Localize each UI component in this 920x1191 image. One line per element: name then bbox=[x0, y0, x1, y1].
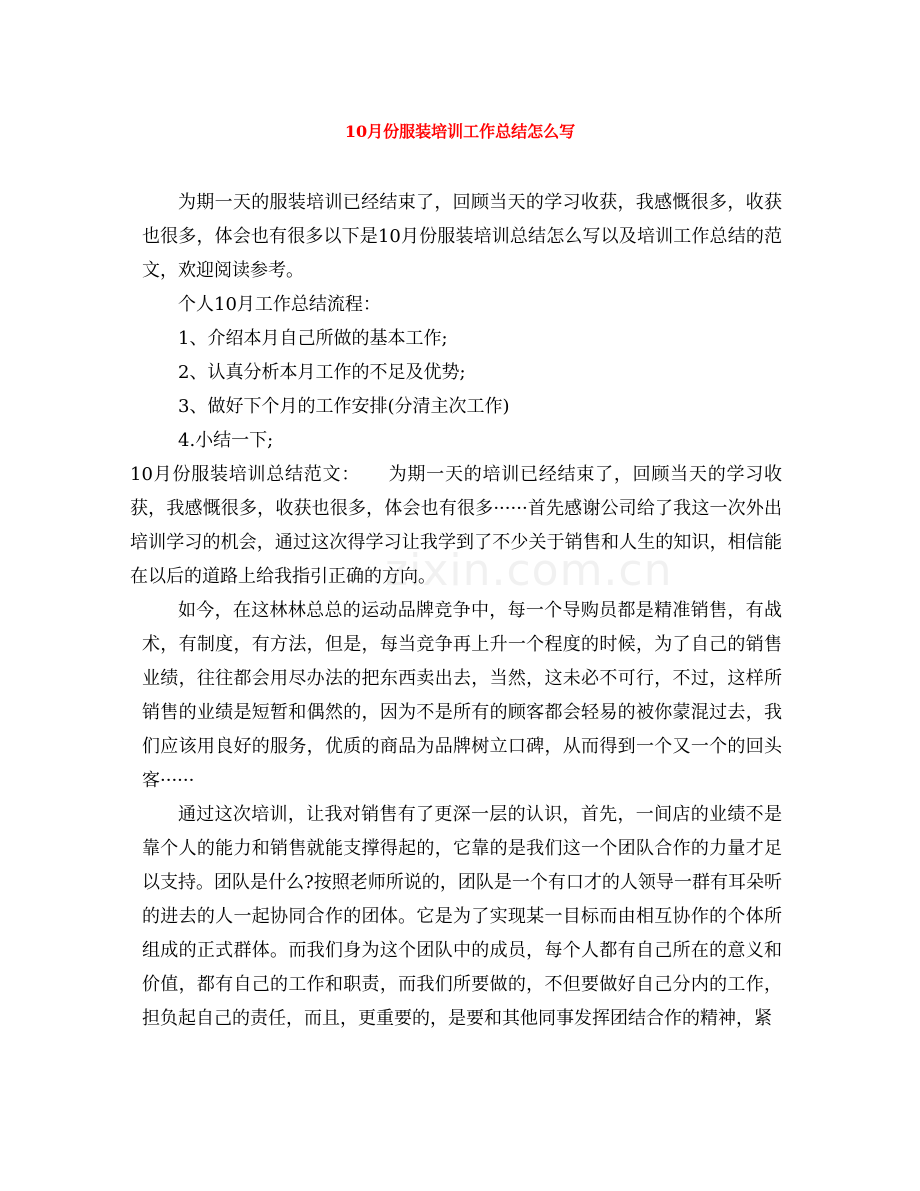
list-item-4: 4.小结一下; bbox=[178, 430, 274, 451]
list-item-3: 3、做好下个月的工作安排(分清主次工作) bbox=[178, 396, 510, 417]
paragraph-competition: 如今，在这林林总总的运动品牌竞争中，每一个导购员都是精准销售，有战术，有制度，有方法，但是，每当竞争再上升一个程度的时候，为了自己的销售业绩，往往都会用尽办法的把东西卖出去，当然，这未必不可行，不过，这样所销售的业绩是短暂和偶然的，因为不是所有的顾客都会轻易的被你蒙混过去，我们应该用良好的服务，优质的商品为品牌树立口碑，从而得到一个又一个的回头客······ bbox=[142, 600, 782, 791]
document-body bbox=[130, 186, 782, 1036]
watermark: zixin.com.cn bbox=[385, 545, 673, 596]
list-item-2: 2、认真分析本月工作的不足及优势; bbox=[178, 362, 466, 383]
paragraph-intro: 为期一天的服装培训已经结束了，回顾当天的学习收获，我感慨很多，收获也很多，体会也有很多以下是10月份服装培训总结怎么写以及培训工作总结的范文，欢迎阅读参考。 bbox=[142, 192, 782, 281]
document-title: 10月份服装培训工作总结怎么写 bbox=[344, 122, 576, 141]
paragraph-process-heading: 个人10月工作总结流程： bbox=[178, 294, 381, 315]
paragraph-sample-start: 10月份服装培训总结范文： 为期一天的培训已经结束了，回顾当天的学习收获，我感慨很多，收获也很多，体会也有很多······首先感谢公司给了我这一次外出培训学习的机会，通过这次得学习让我学到了不少关于销售和人生的知识，相信能在以后的道路上给我指引正确的方向。 bbox=[130, 464, 782, 587]
paragraph-training: 通过这次培训，让我对销售有了更深一层的认识，首先，一间店的业绩不是靠个人的能力和销售就能支撑得起的，它靠的是我们这一个团队合作的力量才足以支持。团队是什么?按照老师所说的，团队是一个有口才的人领导一群有耳朵听的进去的人一起协同合作的团体。它是为了实现某一目标而由相互协作的个体所组成的正式群体。而我们身为这个团队中的成员，每个人都有自己所在的意义和价值，都有自己的工作和职责，而我们所要做的，不但要做好自己分内的工作，担负起自己的责任，而且，更重要的，是要和其他同事发挥团结合作的精神，紧 bbox=[142, 804, 782, 1029]
list-item-1: 1、介绍本月自己所做的基本工作; bbox=[178, 328, 448, 349]
